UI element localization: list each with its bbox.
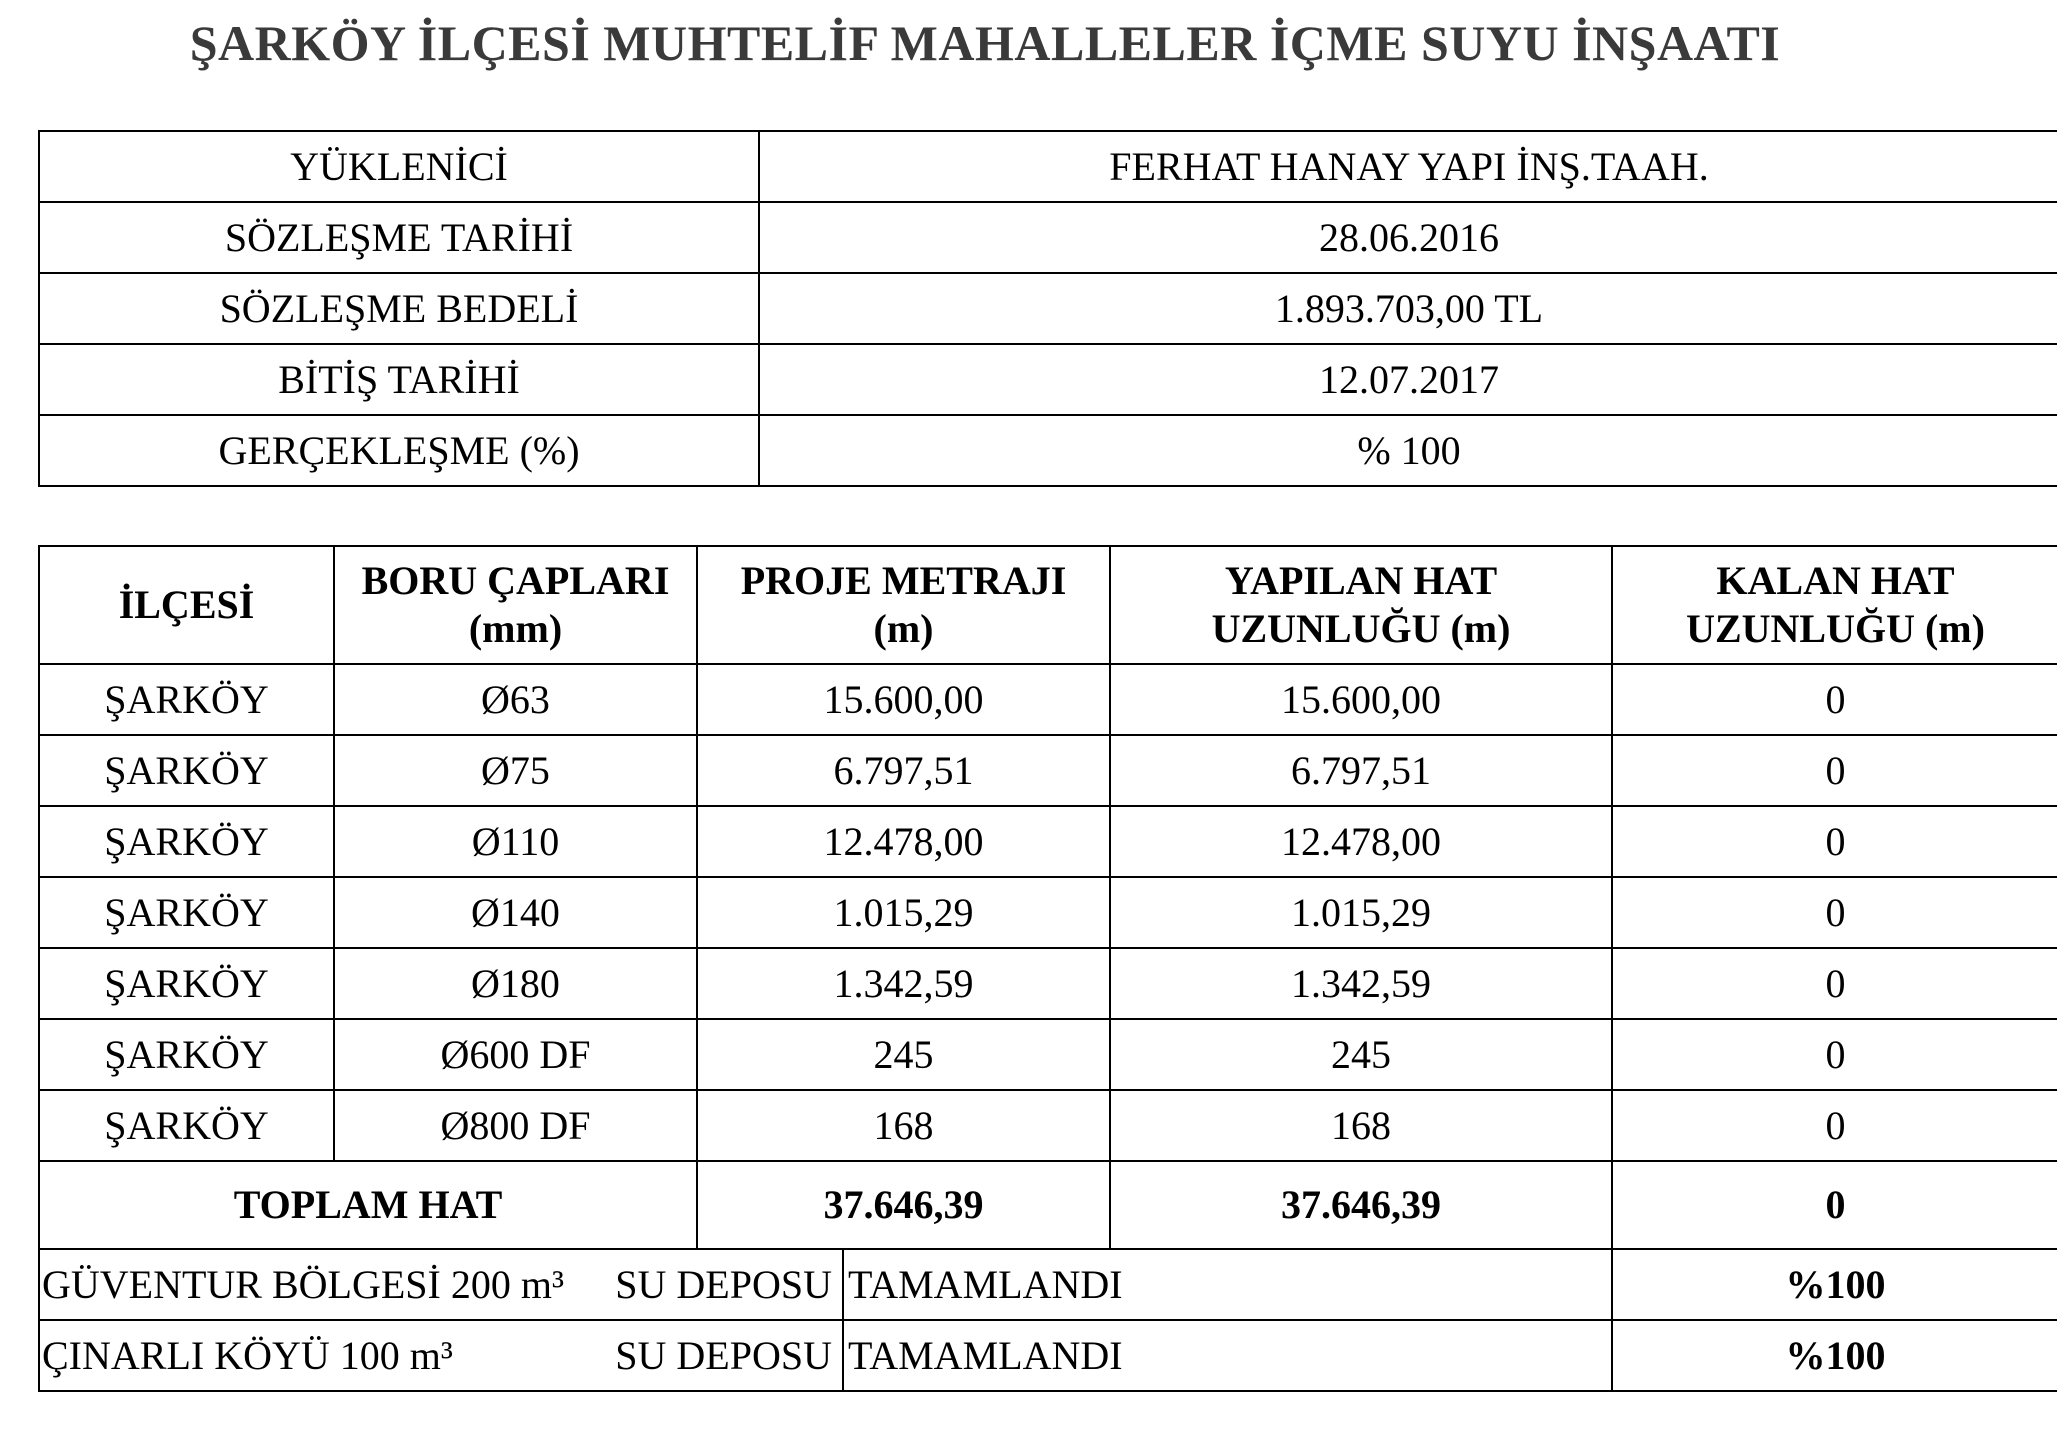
pipe-lengths-table — [38, 545, 2057, 1392]
info-value: 1.893.703,00 TL — [759, 273, 2057, 344]
depot-percent: %100 — [1612, 1320, 2057, 1391]
depot-suffix: SU DEPOSU — [615, 1332, 832, 1378]
project-length-cell: 6.797,51 — [697, 735, 1110, 806]
total-project-length: 37.646,39 — [697, 1161, 1110, 1249]
depot-row — [39, 1249, 2057, 1320]
info-row-end-date — [39, 344, 2057, 415]
info-row-contract-date — [39, 202, 2057, 273]
header-district: İLÇESİ — [39, 546, 334, 664]
district-cell: ŞARKÖY — [39, 1090, 334, 1161]
table-row — [39, 1090, 2057, 1161]
table-row — [39, 1019, 2057, 1090]
project-length-cell: 1.342,59 — [697, 948, 1110, 1019]
info-row-completion — [39, 415, 2057, 486]
info-value: 12.07.2017 — [759, 344, 2057, 415]
depot-suffix: SU DEPOSU — [615, 1261, 832, 1307]
project-length-cell: 1.015,29 — [697, 877, 1110, 948]
built-length-cell: 6.797,51 — [1110, 735, 1612, 806]
depot-status: TAMAMLANDI — [843, 1320, 1612, 1391]
contract-info-table — [38, 130, 2057, 487]
info-label: SÖZLEŞME TARİHİ — [39, 202, 759, 273]
info-label: BİTİŞ TARİHİ — [39, 344, 759, 415]
built-length-cell: 12.478,00 — [1110, 806, 1612, 877]
remaining-length-cell: 0 — [1612, 806, 2057, 877]
diameter-cell: Ø800 DF — [334, 1090, 697, 1161]
header-remaining-length: KALAN HAT UZUNLUĞU (m) — [1612, 546, 2057, 664]
info-row-contractor — [39, 131, 2057, 202]
remaining-length-cell: 0 — [1612, 735, 2057, 806]
district-cell: ŞARKÖY — [39, 948, 334, 1019]
remaining-length-cell: 0 — [1612, 948, 2057, 1019]
depot-percent: %100 — [1612, 1249, 2057, 1320]
info-value: % 100 — [759, 415, 2057, 486]
total-row — [39, 1161, 2057, 1249]
table-row — [39, 664, 2057, 735]
diameter-cell: Ø600 DF — [334, 1019, 697, 1090]
info-label: YÜKLENİCİ — [39, 131, 759, 202]
total-label: TOPLAM HAT — [39, 1161, 697, 1249]
project-length-cell: 12.478,00 — [697, 806, 1110, 877]
page-title: ŞARKÖY İLÇESİ MUHTELİF MAHALLELER İÇME SUYU İNŞAATI — [189, 15, 1781, 71]
depot-row — [39, 1320, 2057, 1391]
total-remaining-length: 0 — [1612, 1161, 2057, 1249]
district-cell: ŞARKÖY — [39, 877, 334, 948]
table-header-row — [39, 546, 2057, 664]
remaining-length-cell: 0 — [1612, 1019, 2057, 1090]
district-cell: ŞARKÖY — [39, 806, 334, 877]
info-label: GERÇEKLEŞME (%) — [39, 415, 759, 486]
built-length-cell: 245 — [1110, 1019, 1612, 1090]
project-length-cell: 245 — [697, 1019, 1110, 1090]
info-label: SÖZLEŞME BEDELİ — [39, 273, 759, 344]
depot-name — [39, 1249, 843, 1320]
depot-status: TAMAMLANDI — [843, 1249, 1612, 1320]
district-cell: ŞARKÖY — [39, 664, 334, 735]
total-built-length: 37.646,39 — [1110, 1161, 1612, 1249]
header-built-length: YAPILAN HAT UZUNLUĞU (m) — [1110, 546, 1612, 664]
project-length-cell: 15.600,00 — [697, 664, 1110, 735]
header-project-length: PROJE METRAJI (m) — [697, 546, 1110, 664]
remaining-length-cell: 0 — [1612, 877, 2057, 948]
built-length-cell: 168 — [1110, 1090, 1612, 1161]
remaining-length-cell: 0 — [1612, 1090, 2057, 1161]
header-pipe-diameter: BORU ÇAPLARI (mm) — [334, 546, 697, 664]
diameter-cell: Ø140 — [334, 877, 697, 948]
diameter-cell: Ø180 — [334, 948, 697, 1019]
built-length-cell: 1.015,29 — [1110, 877, 1612, 948]
diameter-cell: Ø63 — [334, 664, 697, 735]
depot-name — [39, 1320, 843, 1391]
table-row — [39, 806, 2057, 877]
project-length-cell: 168 — [697, 1090, 1110, 1161]
info-value: 28.06.2016 — [759, 202, 2057, 273]
diameter-cell: Ø110 — [334, 806, 697, 877]
info-value: FERHAT HANAY YAPI İNŞ.TAAH. — [759, 131, 2057, 202]
district-cell: ŞARKÖY — [39, 735, 334, 806]
built-length-cell: 1.342,59 — [1110, 948, 1612, 1019]
table-row — [39, 735, 2057, 806]
table-row — [39, 948, 2057, 1019]
depot-name-text: GÜVENTUR BÖLGESİ 200 m³ — [42, 1261, 564, 1307]
remaining-length-cell: 0 — [1612, 664, 2057, 735]
table-row — [39, 877, 2057, 948]
info-row-contract-price — [39, 273, 2057, 344]
depot-name-text: ÇINARLI KÖYÜ 100 m³ — [42, 1332, 453, 1378]
built-length-cell: 15.600,00 — [1110, 664, 1612, 735]
district-cell: ŞARKÖY — [39, 1019, 334, 1090]
diameter-cell: Ø75 — [334, 735, 697, 806]
